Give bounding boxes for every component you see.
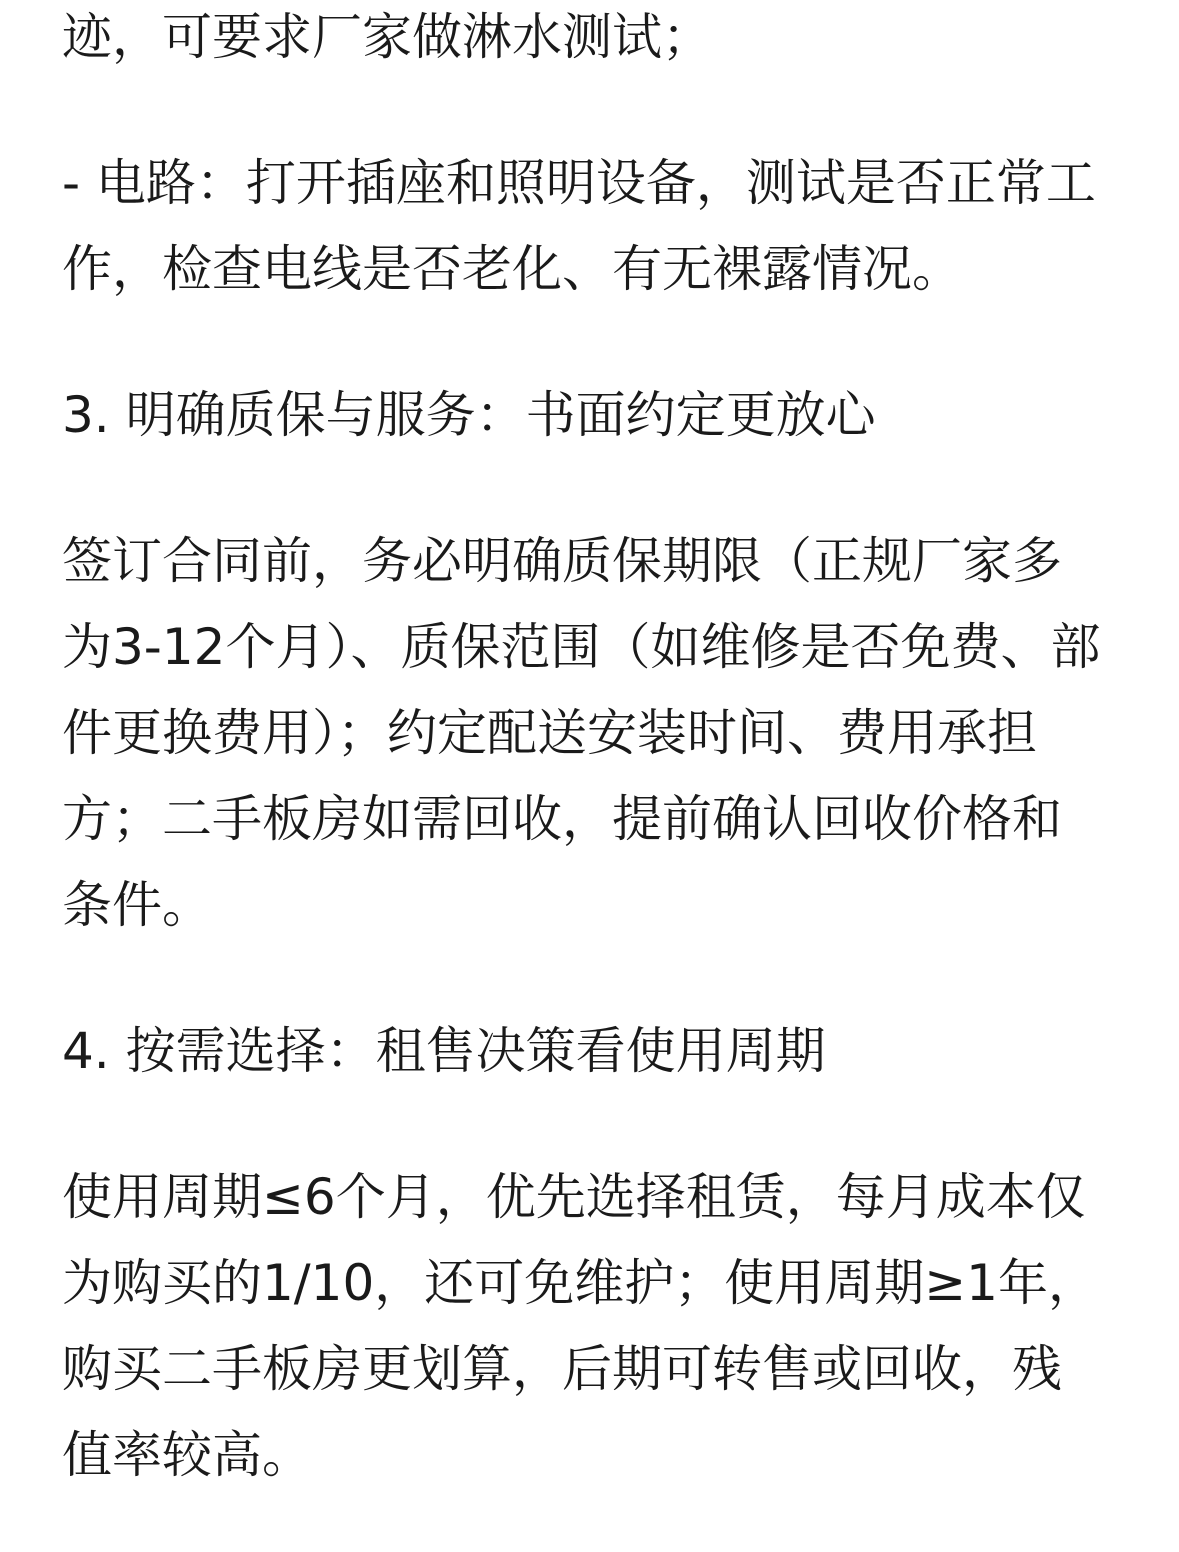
text-line: 作，检查电线是否老化、有无裸露情况。 <box>62 240 962 298</box>
paragraph-waterproof-tail <box>62 0 1122 80</box>
section-heading-warranty <box>62 372 1122 458</box>
text-line: 迹，可要求厂家做淋水测试； <box>62 8 712 66</box>
text-line: 使用周期≤6个月，优先选择租赁，每月成本仅 <box>62 1168 1086 1226</box>
text-line: 签订合同前，务必明确质保期限（正规厂家多 <box>62 532 1062 590</box>
paragraph-circuit-check <box>62 140 1122 312</box>
text-line: 购买二手板房更划算，后期可转售或回收，残 <box>62 1340 1062 1398</box>
article-body <box>62 0 1122 1498</box>
paragraph-warranty <box>62 518 1122 948</box>
text-line: - 电路：打开插座和照明设备，测试是否正常工 <box>62 154 1096 212</box>
text-line: 方；二手板房如需回收，提前确认回收价格和 <box>62 790 1062 848</box>
text-line: 为购买的1/10，还可免维护；使用周期≥1年， <box>62 1254 1098 1312</box>
section-heading: 4. 按需选择：租售决策看使用周期 <box>62 1022 826 1080</box>
paragraph-rent-or-buy <box>62 1154 1122 1498</box>
section-heading: 3. 明确质保与服务：书面约定更放心 <box>62 386 876 444</box>
section-heading-rent-or-buy <box>62 1008 1122 1094</box>
text-line: 件更换费用）；约定配送安装时间、费用承担 <box>62 704 1037 762</box>
text-line: 值率较高。 <box>62 1426 312 1484</box>
text-line: 为3-12个月）、质保范围（如维修是否免费、部 <box>62 618 1101 676</box>
text-line: 条件。 <box>62 876 212 934</box>
